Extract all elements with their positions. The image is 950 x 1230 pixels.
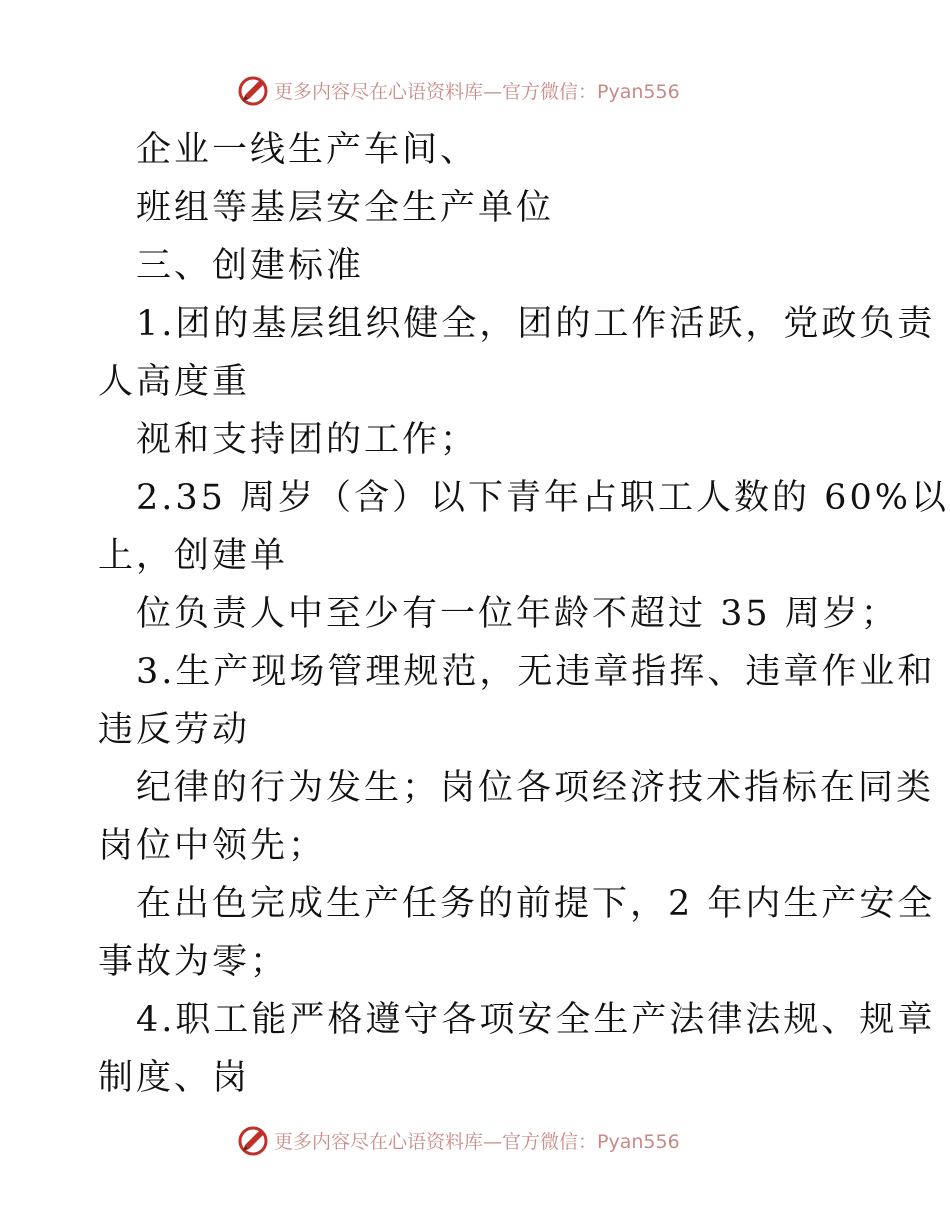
body-line: 制度、岗 — [98, 1058, 251, 1098]
body-line: 违反劳动 — [98, 710, 251, 750]
banner-text — [274, 1127, 680, 1154]
body-line: 在出色完成生产任务的前提下，2 年内生产安全 — [136, 884, 936, 924]
banner-wechat-id: Pyan556 — [597, 1130, 680, 1153]
body-line: 视和支持团的工作； — [136, 420, 479, 460]
body-line: 4.职工能严格遵守各项安全生产法律法规、规章 — [136, 1000, 936, 1040]
body-line: 1.团的基层组织健全，团的工作活跃，党政负责 — [136, 304, 936, 344]
banner-wechat-id: Pyan556 — [597, 80, 680, 103]
banner-text-cn: 更多内容尽在心语资料库—官方微信： — [274, 1130, 598, 1153]
footer-watermark-banner — [236, 1122, 716, 1158]
pen-logo-icon — [236, 1123, 270, 1157]
body-line: 企业一线生产车间、 — [136, 130, 479, 170]
body-line: 上，创建单 — [98, 536, 289, 576]
body-line: 班组等基层安全生产单位 — [136, 188, 555, 228]
body-line: 岗位中领先； — [98, 826, 327, 866]
section-heading: 三、创建标准 — [136, 246, 365, 286]
banner-text-cn: 更多内容尽在心语资料库—官方微信： — [274, 80, 598, 103]
body-line: 事故为零； — [98, 942, 289, 982]
body-line: 3.生产现场管理规范，无违章指挥、违章作业和 — [136, 652, 936, 692]
body-line: 位负责人中至少有一位年龄不超过 35 周岁； — [136, 594, 899, 634]
body-line: 2.35 周岁（含）以下青年占职工人数的 60%以 — [136, 478, 949, 518]
body-line: 纪律的行为发生；岗位各项经济技术指标在同类 — [136, 768, 935, 808]
body-line: 人高度重 — [98, 362, 251, 402]
